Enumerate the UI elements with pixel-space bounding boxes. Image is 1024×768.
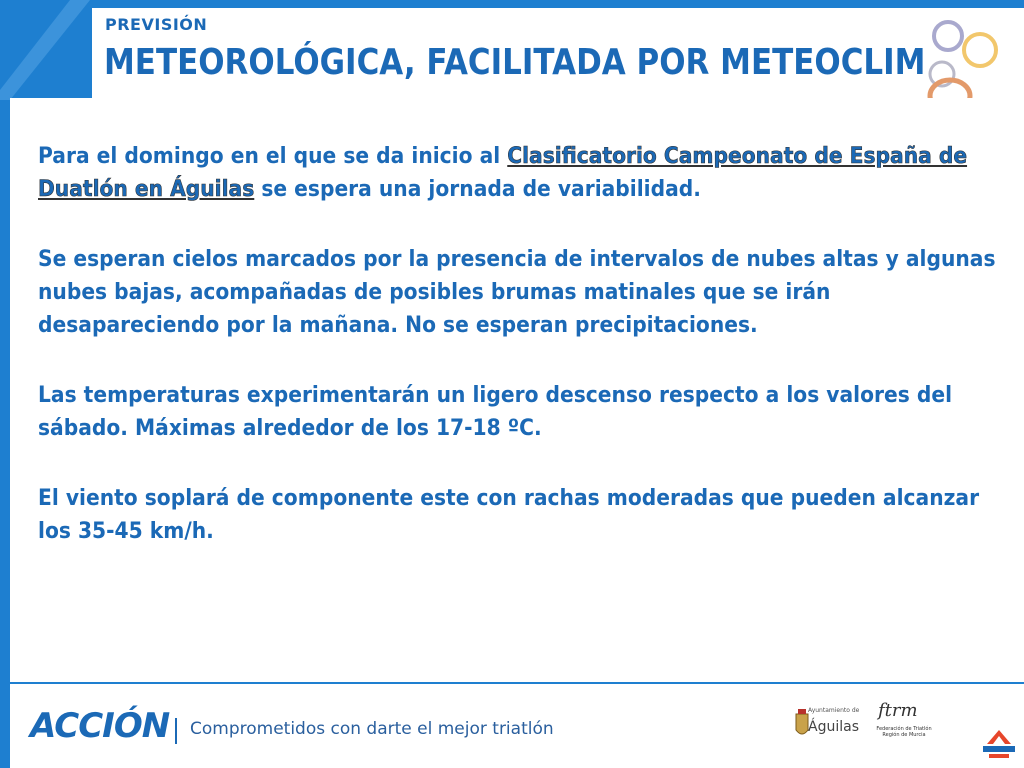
paragraph-wind: El viento soplará de componente este con rachas moderadas que pueden alcanzar los 35-45 km/h. xyxy=(38,485,980,544)
intro-text-end: se espera una jornada de variabilidad. xyxy=(254,176,701,202)
sponsor-ftrm-logo: ftrm xyxy=(878,700,918,721)
forecast-text xyxy=(38,140,998,585)
page-title: METEOROLÓGICA, FACILITADA POR METEOCLIM xyxy=(104,42,926,83)
event-name-highlight: Clasificatorio Campeonato de España de Duatlón en Águilas xyxy=(38,143,968,202)
intro-text-start: Para el domingo en el que se da inicio al xyxy=(38,143,508,169)
triathlon-corner-icon xyxy=(975,722,1024,768)
paragraph-temperature: Las temperaturas experimentarán un ligero descenso respecto a los valores del sábado. Máximas alrededor de los 17-18 ºC. xyxy=(38,382,953,441)
brand-logo-text: ACCIÓN xyxy=(30,706,170,746)
footer-divider xyxy=(175,718,177,744)
paragraph-intro xyxy=(38,140,997,206)
header-slant-decoration xyxy=(0,0,90,100)
header-subtitle: PREVISIÓN xyxy=(105,15,208,34)
paragraph-sky: Se esperan cielos marcados por la presencia de intervalos de nubes altas y algunas nubes bajas, acompañadas de posibles brumas matinales que se irán desapareciendo por la mañana. No se esperan precipitaciones. xyxy=(38,246,996,338)
sponsor-aguilas-name: Águilas xyxy=(808,719,859,735)
footer-tagline: Comprometidos con darte el mejor triatlón xyxy=(190,719,554,739)
sponsor-ftrm-caption: Federación de Triatlón Región de Murcia xyxy=(876,726,932,738)
sponsor-aguilas-caption: Ayuntamiento de xyxy=(808,707,860,714)
